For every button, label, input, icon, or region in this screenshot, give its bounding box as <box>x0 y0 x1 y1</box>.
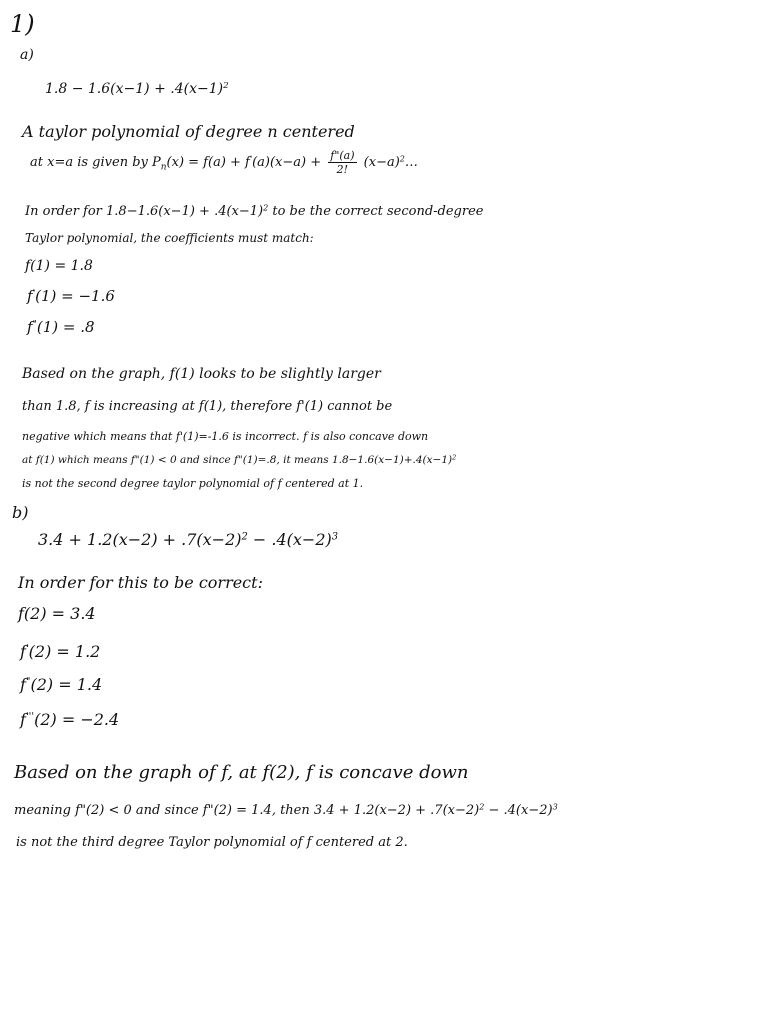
part-b-reason-line-2-exp-3: 3 <box>552 802 558 812</box>
order-line-1-text: In order for 1.8−1.6(x−1) + .4(x−1) <box>25 204 264 219</box>
problem-number: 1) <box>10 10 35 38</box>
fraction-numerator: f"(a) <box>330 149 355 162</box>
fraction-denominator: 2! <box>336 163 349 176</box>
taylor-def-text-c: (a)(x−a) + <box>252 155 326 170</box>
f-triple-prime-of-2-prime: ''' <box>25 711 35 723</box>
part-a-reason-line-2: than 1.8, f is increasing at f(1), therefore f'(1) cannot be <box>22 399 393 414</box>
f-double-prime-of-1-f: f <box>27 318 33 336</box>
part-a-polynomial-text: 1.8 − 1.6(x−1) + .4(x−1) <box>45 81 224 97</box>
part-b-reason-line-2-exp-2: 2 <box>479 802 485 812</box>
part-b-reason-line-2-b: − .4(x−2) <box>484 803 553 818</box>
part-b-order-line: In order for this to be correct: <box>18 573 263 592</box>
part-b-polynomial-exp-3: 3 <box>331 531 339 543</box>
taylor-definition-line-1: A taylor polynomial of degree n centered <box>22 122 355 141</box>
part-b-reason-line-3: is not the third degree Taylor polynomial of f centered at 2. <box>16 835 408 850</box>
f-of-2: f(2) = 3.4 <box>18 604 96 623</box>
f-prime-of-1 <box>27 289 115 304</box>
f-triple-prime-of-2 <box>20 712 119 728</box>
order-line-1-exponent: 2 <box>263 203 269 213</box>
taylor-def-fraction <box>328 150 356 175</box>
f-double-prime-of-2-prime: " <box>25 676 31 688</box>
part-a-reason-line-3: negative which means that f'(1)=-1.6 is incorrect. f is also concave down <box>22 430 429 443</box>
f-of-1: f(1) = 1.8 <box>25 258 93 274</box>
f-triple-prime-of-2-value: (2) = −2.4 <box>34 710 120 729</box>
part-b-polynomial-a: 3.4 + 1.2(x−2) + .7(x−2) <box>38 530 242 549</box>
part-a-polynomial-exponent: 2 <box>223 81 229 92</box>
f-double-prime-of-1 <box>27 320 95 335</box>
order-line-1-tail: to be the correct second-degree <box>268 204 484 219</box>
part-a-order-line-2: Taylor polynomial, the coefficients must match: <box>25 231 314 245</box>
taylor-def-ellipsis: … <box>404 155 418 170</box>
taylor-def-exponent: 2 <box>399 154 405 164</box>
taylor-def-subscript: n <box>160 162 167 173</box>
taylor-def-text-d: (x−a) <box>359 155 400 170</box>
f-double-prime-of-2-value: (2) = 1.4 <box>30 675 103 694</box>
part-b-polynomial-b: − .4(x−2) <box>247 530 332 549</box>
part-b-reason-line-1: Based on the graph of f, at f(2), f is concave down <box>14 762 469 783</box>
f-double-prime-of-2 <box>20 677 102 693</box>
part-a-label: a) <box>20 47 34 63</box>
part-a-reason-line-5: is not the second degree taylor polynomial of f centered at 1. <box>22 477 364 490</box>
part-b-reason-line-2-a: meaning f"(2) < 0 and since f"(2) = 1.4, then 3.4 + 1.2(x−2) + .7(x−2) <box>14 803 480 818</box>
taylor-def-prime: ' <box>249 154 253 164</box>
f-prime-of-1-value: (1) = −1.6 <box>35 287 115 305</box>
part-a-reason-line-1: Based on the graph, f(1) looks to be slightly larger <box>22 366 381 382</box>
part-b-polynomial-exp-2: 2 <box>241 531 248 543</box>
taylor-definition-line-2 <box>30 150 418 175</box>
f-double-prime-of-2-f: f <box>20 675 26 694</box>
part-a-polynomial <box>45 82 229 96</box>
part-a-reason-line-4 <box>22 455 456 466</box>
part-a-order-line-1 <box>25 205 483 218</box>
f-triple-prime-of-2-f: f <box>20 710 26 729</box>
f-double-prime-of-1-prime: " <box>32 318 37 330</box>
f-prime-of-2-f: f <box>20 642 26 661</box>
f-double-prime-of-1-value: (1) = .8 <box>36 318 95 336</box>
f-prime-of-1-f: f <box>27 287 33 305</box>
part-b-polynomial <box>38 532 338 548</box>
taylor-def-text-b: (x) = f(a) + f <box>166 155 250 170</box>
reason-line-4-exponent: 2 <box>452 453 457 462</box>
part-b-reason-line-2 <box>14 804 558 817</box>
f-prime-of-2-prime: ' <box>25 643 29 655</box>
taylor-def-text-a: at x=a is given by P <box>30 155 161 170</box>
part-b-label: b) <box>12 503 29 522</box>
reason-line-4-text: at f(1) which means f"(1) < 0 and since f"(1)=.8, it means 1.8−1.6(x−1)+.4(x−1) <box>22 454 453 466</box>
f-prime-of-2 <box>20 644 100 660</box>
f-prime-of-1-prime: ' <box>32 287 36 299</box>
f-prime-of-2-value: (2) = 1.2 <box>28 642 101 661</box>
